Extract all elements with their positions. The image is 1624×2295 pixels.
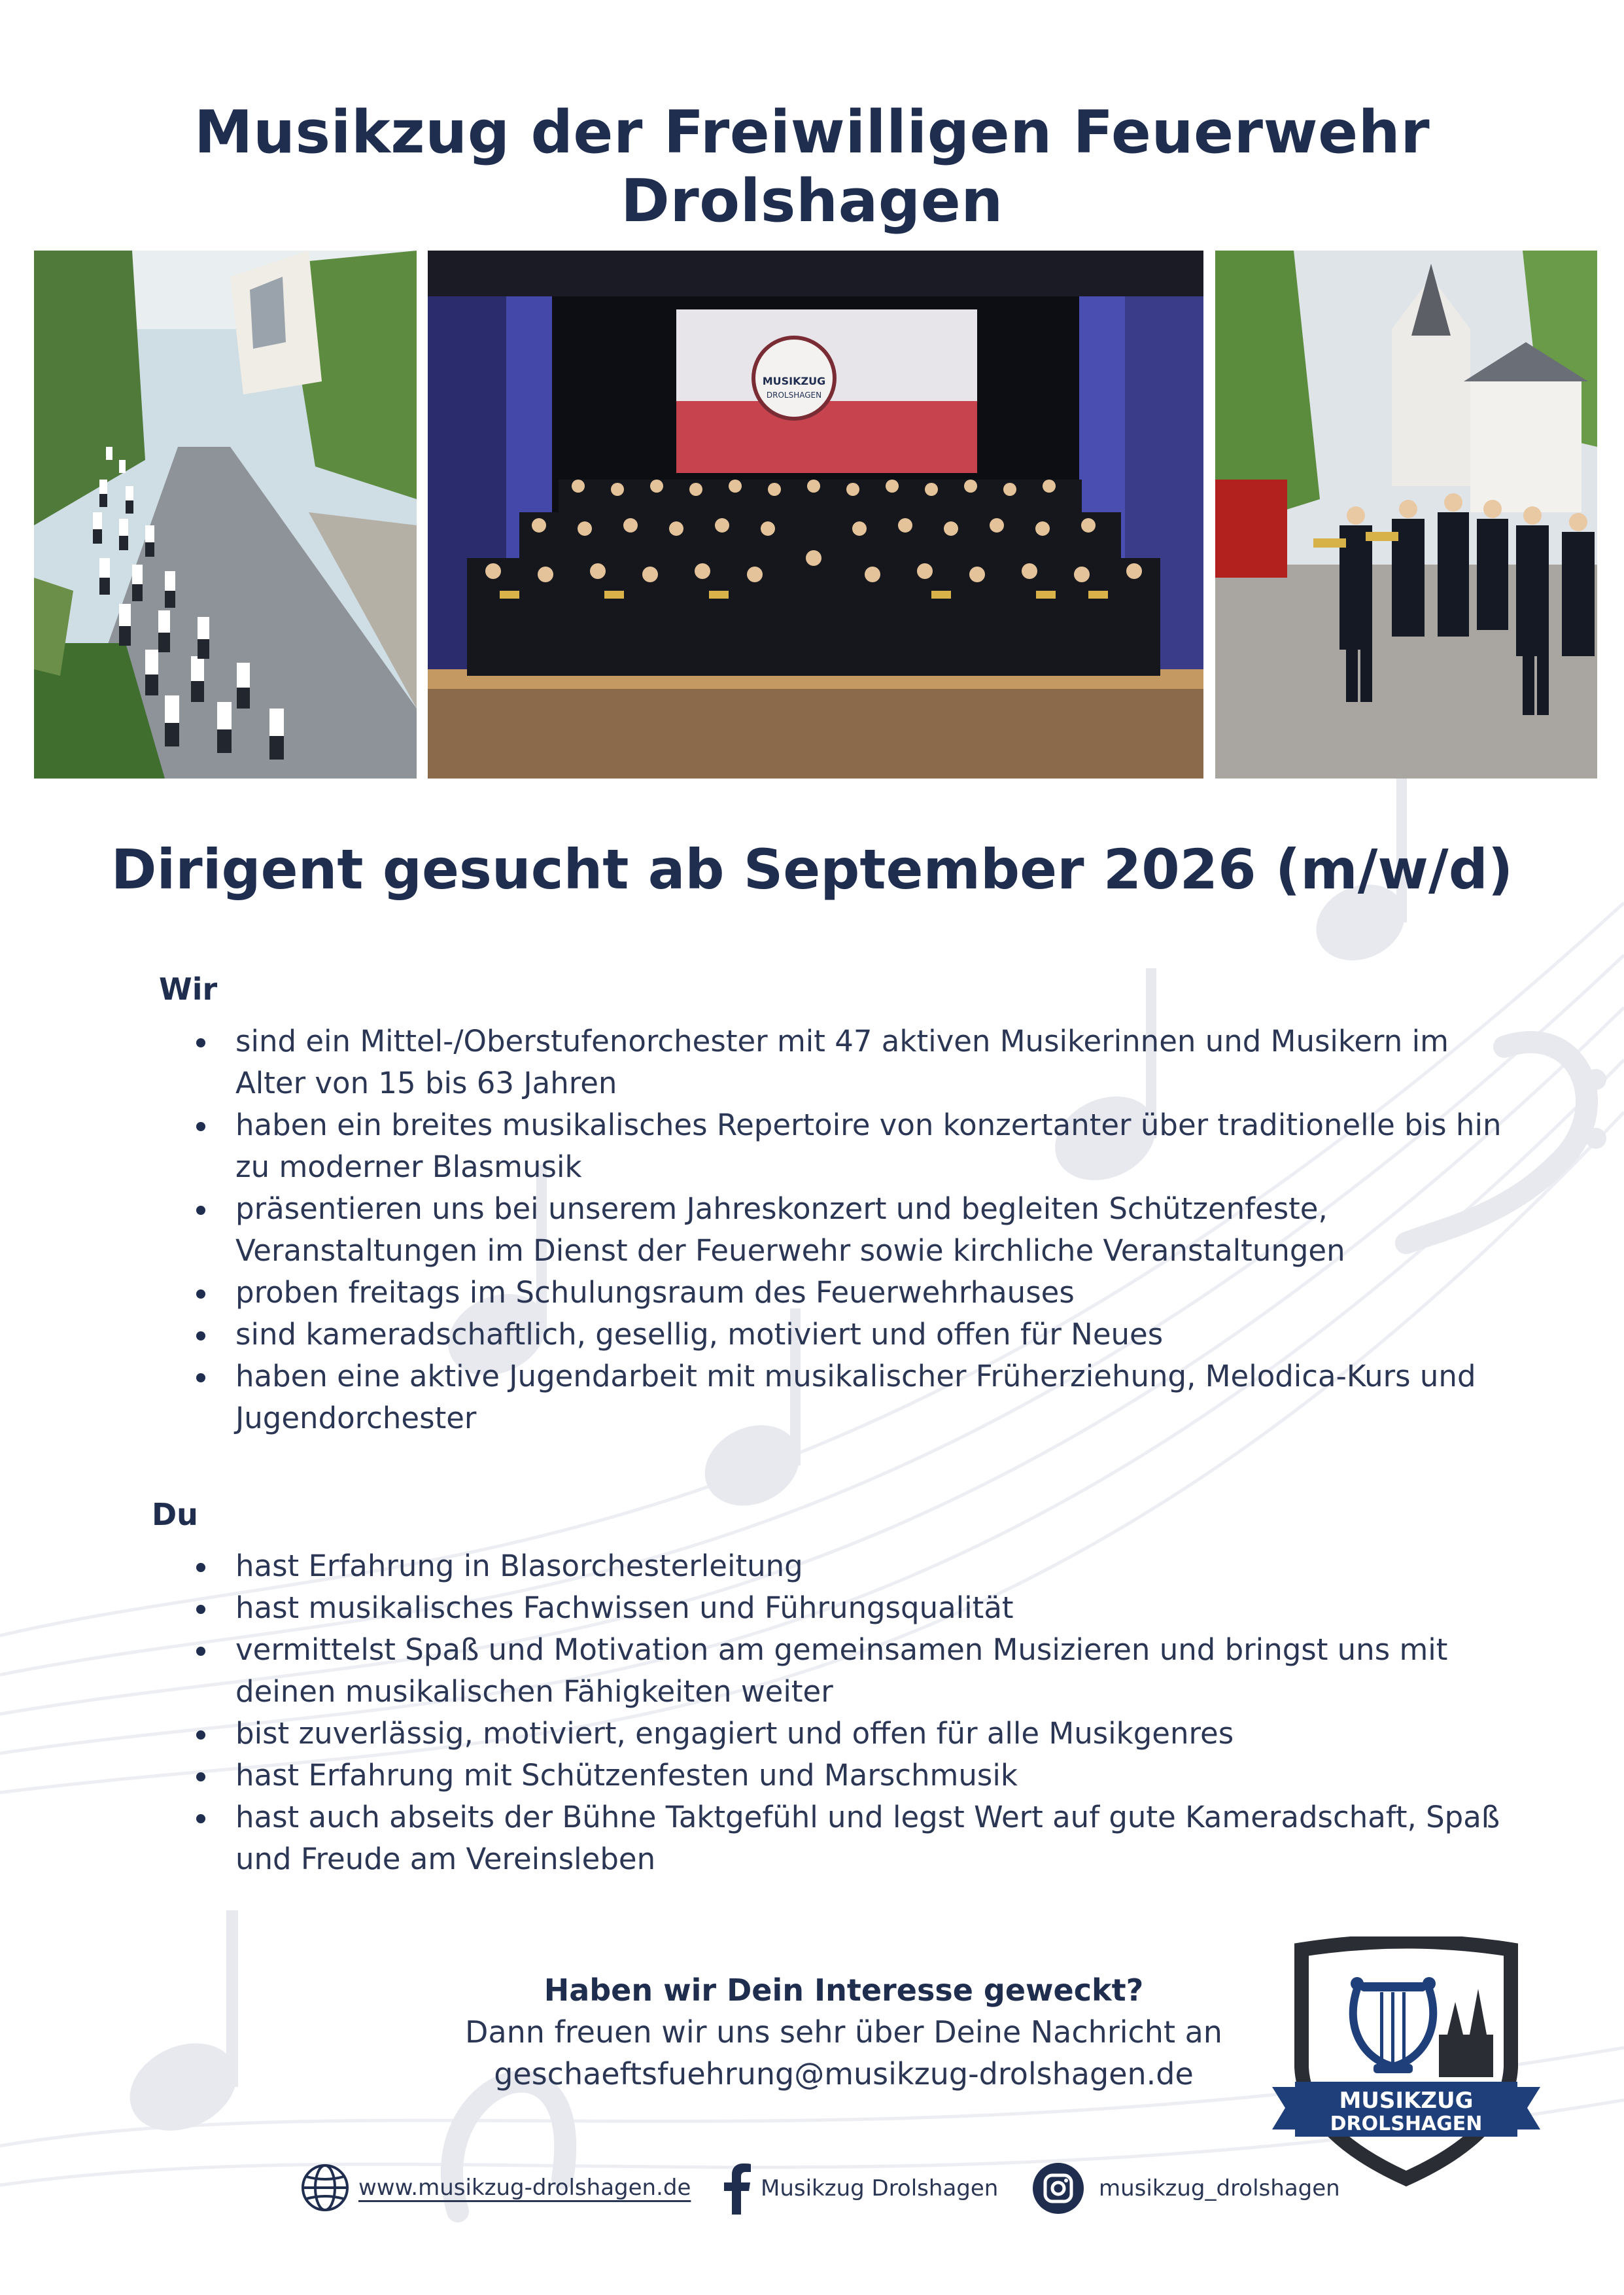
list-item: proben freitags im Schulungsraum des Feuerwehrhauses	[196, 1272, 1504, 1314]
musikzug-lyre-crest-logo	[1266, 1936, 1547, 2192]
globe-icon	[300, 2162, 351, 2213]
list-item: hast Erfahrung in Blasorchesterleitung	[196, 1545, 1504, 1587]
band-town-square-photo	[1215, 251, 1597, 779]
svg-text:DROLSHAGEN: DROLSHAGEN	[766, 391, 822, 400]
job-headline: Dirigent gesucht ab September 2026 (m/w/d)	[111, 837, 1513, 902]
orchestra-concert-stage-photo	[428, 251, 1203, 779]
list-item: haben ein breites musikalisches Repertoire von konzertanter über traditionelle bis hin zu moderner Blasmusik	[196, 1104, 1504, 1188]
list-item: sind ein Mittel-/Oberstufenorchester mit 47 aktiven Musikerinnen und Musikern im Alter von 15 bis 63 Jahren	[196, 1021, 1504, 1104]
logo-text-line2: DROLSHAGEN	[1330, 2112, 1483, 2135]
contact-block	[353, 1969, 1334, 2095]
facebook-icon	[723, 2162, 752, 2215]
instagram-link[interactable]	[1032, 2162, 1340, 2215]
list-item: hast musikalisches Fachwissen und Führungsqualität	[196, 1587, 1504, 1629]
wir-heading: Wir	[159, 972, 218, 1007]
logo-text-line1: MUSIKZUG	[1339, 2088, 1474, 2114]
du-heading: Du	[152, 1497, 198, 1532]
list-item: haben eine aktive Jugendarbeit mit musikalischer Früherziehung, Melodica-Kurs und Jugendorchester	[196, 1356, 1504, 1439]
wir-list	[196, 1021, 1504, 1439]
list-item: hast auch abseits der Bühne Taktgefühl und legst Wert auf gute Kameradschaft, Spaß und Freude am Vereinsleben	[196, 1796, 1504, 1880]
website-link[interactable]	[300, 2162, 691, 2213]
website-label[interactable]: www.musikzug-drolshagen.de	[358, 2175, 691, 2201]
page-title: Musikzug der Freiwilligen Feuerwehr Drolshagen	[194, 98, 1430, 236]
list-item: vermittelst Spaß und Motivation am gemeinsamen Musizieren und bringst uns mit deinen musikalischen Fähigkeiten weiter	[196, 1629, 1504, 1713]
list-item: hast Erfahrung mit Schützenfesten und Marschmusik	[196, 1755, 1504, 1796]
contact-email-link[interactable]: geschaeftsfuehrung@musikzug-drolshagen.de	[494, 2056, 1194, 2092]
list-item: präsentieren uns bei unserem Jahreskonzert und begleiten Schützenfeste, Veranstaltungen im Dienst der Feuerwehr sowie kirchliche Veranstaltungen	[196, 1188, 1504, 1272]
facebook-label[interactable]: Musikzug Drolshagen	[761, 2175, 999, 2201]
du-list	[196, 1545, 1504, 1880]
contact-text: Dann freuen wir uns sehr über Deine Nachricht an	[465, 2014, 1222, 2050]
contact-question: Haben wir Dein Interesse geweckt?	[544, 1972, 1144, 2008]
facebook-link[interactable]	[723, 2162, 998, 2215]
list-item: sind kameradschaftlich, gesellig, motiviert und offen für Neues	[196, 1314, 1504, 1356]
instagram-icon	[1032, 2162, 1084, 2215]
instagram-label[interactable]: musikzug_drolshagen	[1099, 2175, 1340, 2201]
marching-band-street-photo	[34, 251, 417, 779]
svg-text:MUSIKZUG: MUSIKZUG	[762, 375, 826, 387]
list-item: bist zuverlässig, motiviert, engagiert und offen für alle Musikgenres	[196, 1713, 1504, 1755]
